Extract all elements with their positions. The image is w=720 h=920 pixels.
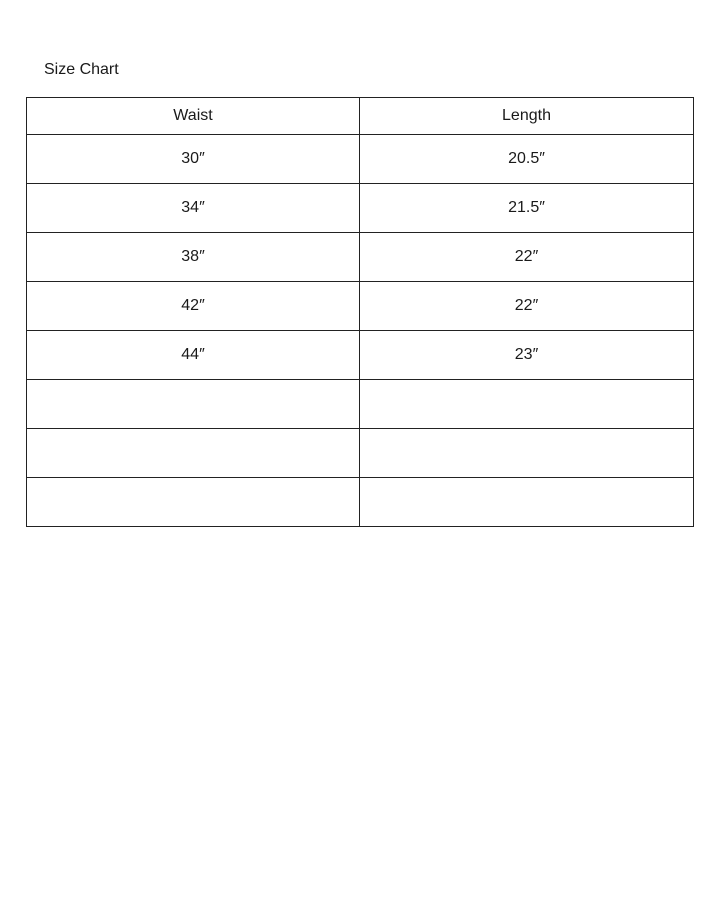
length-cell bbox=[360, 380, 694, 429]
waist-cell bbox=[27, 478, 360, 527]
table-row bbox=[27, 135, 694, 184]
waist-cell: 30″ bbox=[27, 135, 360, 184]
length-cell bbox=[360, 429, 694, 478]
table-row bbox=[27, 429, 694, 478]
table-row bbox=[27, 331, 694, 380]
table-row bbox=[27, 380, 694, 429]
length-cell: 22″ bbox=[360, 282, 694, 331]
length-cell bbox=[360, 478, 694, 527]
length-cell: 23″ bbox=[360, 331, 694, 380]
length-cell: 20.5″ bbox=[360, 135, 694, 184]
table-header-row bbox=[27, 98, 694, 135]
waist-cell bbox=[27, 380, 360, 429]
waist-cell: 42″ bbox=[27, 282, 360, 331]
column-header-length: Length bbox=[360, 98, 694, 135]
table-row bbox=[27, 184, 694, 233]
waist-cell: 44″ bbox=[27, 331, 360, 380]
size-chart-table bbox=[26, 97, 694, 527]
page-title: Size Chart bbox=[44, 61, 119, 78]
column-header-waist: Waist bbox=[27, 98, 360, 135]
waist-cell: 38″ bbox=[27, 233, 360, 282]
length-cell: 22″ bbox=[360, 233, 694, 282]
waist-cell bbox=[27, 429, 360, 478]
table-row bbox=[27, 478, 694, 527]
length-cell: 21.5″ bbox=[360, 184, 694, 233]
table-row bbox=[27, 233, 694, 282]
waist-cell: 34″ bbox=[27, 184, 360, 233]
table-row bbox=[27, 282, 694, 331]
